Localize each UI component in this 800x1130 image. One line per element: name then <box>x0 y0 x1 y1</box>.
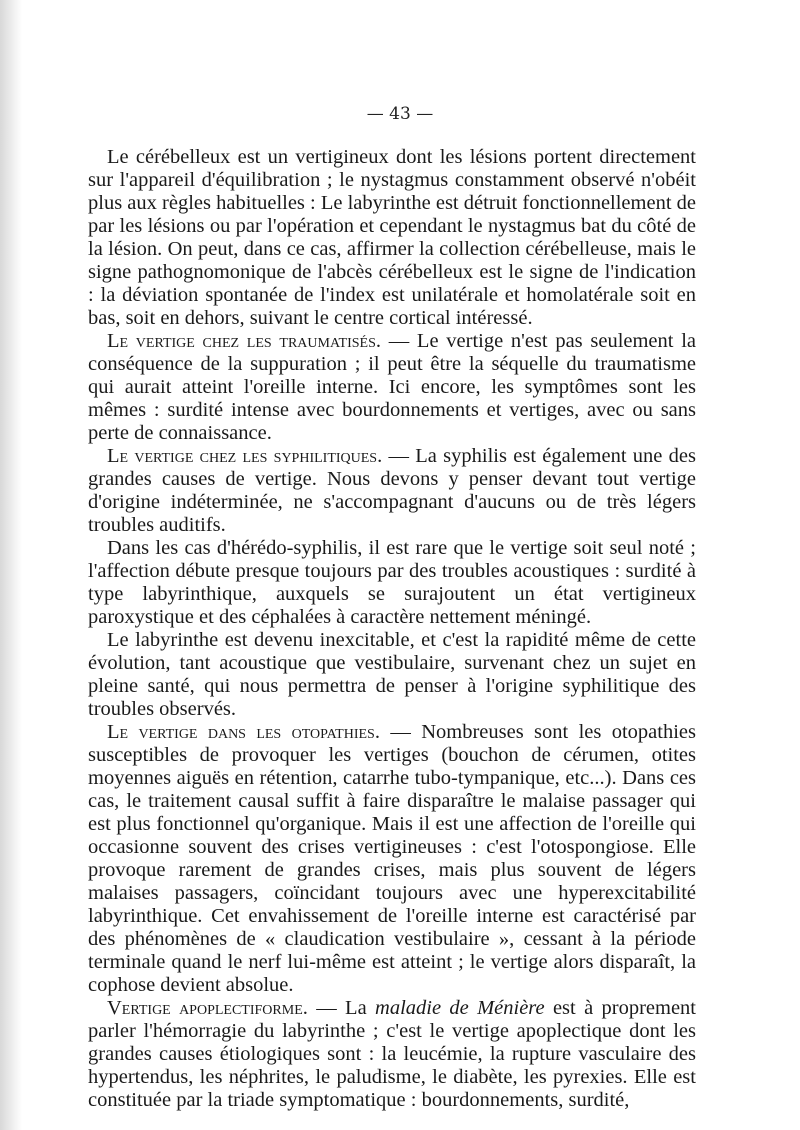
paragraph-apoplectiforme <box>88 997 696 1112</box>
paragraph-text: est à proprement parler l'hémorragie du labyrinthe ; c'est le vertige apoplectique dont les grandes causes étiologiques sont : la leucémie, la rupture vasculaire des hypertendus, les néphrites, le paludisme, le diabète, les pyrexies. Elle est constituée par la triade symptomatique : bourdonnements, surdité, <box>88 997 696 1111</box>
section-heading: Le vertige chez les traumatisés. <box>107 330 381 352</box>
body-text <box>88 146 696 1112</box>
paragraph-text-lead: — La <box>307 997 376 1019</box>
paragraph-syphilitiques <box>88 445 696 537</box>
paragraph-text: — Nombreuses sont les otopathies susceptibles de provoquer les vertiges (bouchon de cérumen, otites moyennes aiguës en rétention, catarrhe tubo-tympanique, etc...). Dans ces cas, le traitement causal suffit à faire disparaître le malaise passager qui est plus fonctionnel qu'organique. Mais il est une affection de l'oreille qui occasionne souvent des crises vertigineuses : c'est l'otospongiose. Elle provoque rarement de grandes crises, mais plus souvent de légers malaises passagers, coïncidant toujours avec une hyperexcitabilité labyrinthique. Cet envahissement de l'oreille interne est caractérisé par des phénomènes de « claudication vestibulaire », cessant à la période terminale quand le nerf lui-même est atteint ; le vertige alors disparaît, la cophose devient absolue. <box>88 721 696 996</box>
section-heading: Le vertige dans les otopathies. <box>107 721 380 743</box>
italic-term: maladie de Ménière <box>375 997 545 1019</box>
paragraph-text: — Le vertige n'est pas seulement la conséquence de la suppuration ; il peut être la séquelle du traumatisme qui aurait atteint l'oreille interne. Ici encore, les symptômes sont les mêmes : surdité intense avec bourdonnements et vertiges, avec ou sans perte de connaissance. <box>88 330 696 444</box>
paragraph-text: — La syphilis est également une des grandes causes de vertige. Nous devons y penser devant tout vertige d'origine indéterminée, ne s'accompagnant d'aucuns ou de très légers troubles auditifs. <box>88 445 697 536</box>
paragraph-text: Le labyrinthe est devenu inexcitable, et c'est la rapidité même de cette évolution, tant acoustique que vestibulaire, survenant chez un sujet en pleine santé, qui nous permettra de penser à l'origine syphilitique des troubles observés. <box>88 629 696 720</box>
paragraph-otopathies <box>88 721 696 997</box>
paragraph-text: Dans les cas d'hérédo-syphilis, il est rare que le vertige soit seul noté ; l'affection débute presque toujours par des troubles acoustiques : surdité à type labyrinthique, auxquels se surajoutent un état vertigineux paroxystique et des céphalées à caractère nettement méningé. <box>88 537 696 628</box>
paragraph-1 <box>88 146 696 330</box>
paragraph-heredo-syphilis <box>88 537 696 629</box>
paragraph-traumatises <box>88 330 696 445</box>
section-heading: Le vertige chez les syphilitiques. <box>107 445 383 467</box>
page-number: — 43 — <box>366 104 434 124</box>
paragraph-text: Le cérébelleux est un vertigineux dont les lésions portent directement sur l'appareil d'équilibration ; le nystagmus constamment observé n'obéit plus aux règles habituelles : Le labyrinthe est détruit fonctionnellement de par les lésions ou par l'opération et cependant le nystagmus bat du côté de la lésion. On peut, dans ce cas, affirmer la collection cérébelleuse, mais le signe pathognomonique de l'abcès cérébelleux est le signe de l'indication : la déviation spontanée de l'index est unilatérale et homolatérale soit en bas, soit en dehors, suivant le centre cortical intéressé. <box>88 146 696 329</box>
page-edge-shadow <box>0 0 22 1130</box>
section-heading: Vertige apoplectiforme. <box>107 997 308 1019</box>
paragraph-labyrinthe <box>88 629 696 721</box>
